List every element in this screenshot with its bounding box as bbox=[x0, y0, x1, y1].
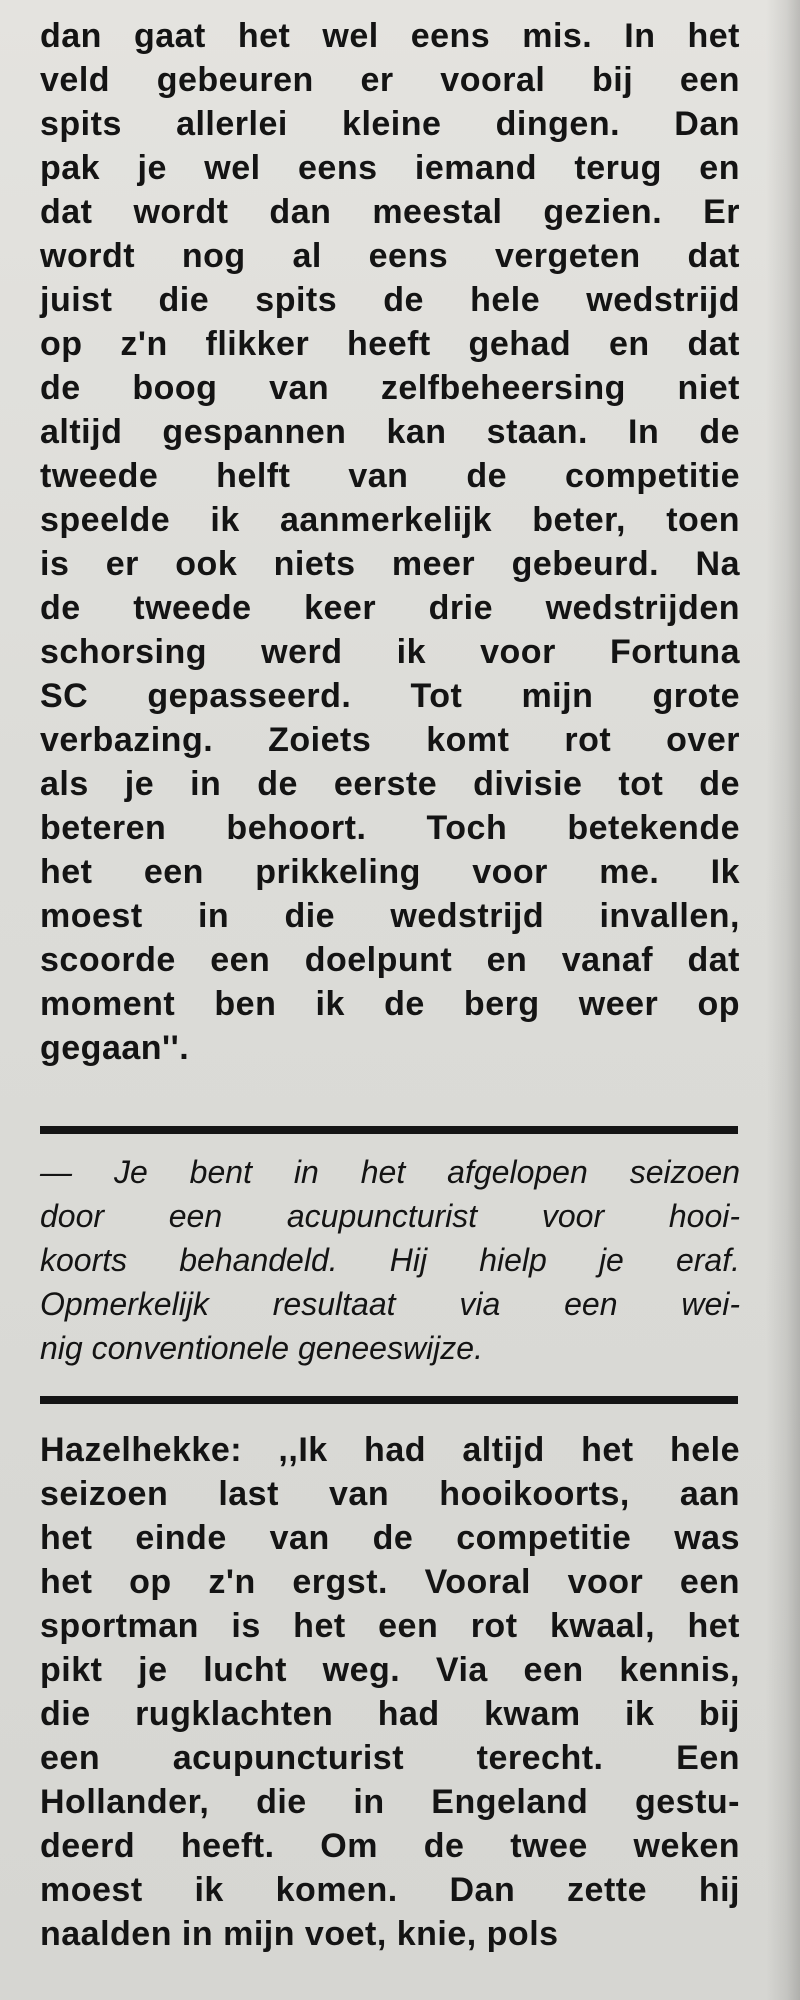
answer-line: sportman is het een rot kwaal, het bbox=[40, 1607, 740, 1645]
text-line: pak je wel eens iemand terug en bbox=[40, 149, 740, 187]
article-body-paragraph bbox=[40, 14, 740, 1070]
text-line: beteren behoort. Toch betekende bbox=[40, 809, 740, 847]
text-line: op z'n flikker heeft gehad en dat bbox=[40, 325, 740, 363]
text-line: tweede helft van de competitie bbox=[40, 457, 740, 495]
text-line: speelde ik aanmerkelijk beter, toen bbox=[40, 501, 740, 539]
interview-question bbox=[40, 1150, 740, 1370]
text-line: de tweede keer drie wedstrijden bbox=[40, 589, 740, 627]
text-line: spits allerlei kleine dingen. Dan bbox=[40, 105, 740, 143]
answer-line: het einde van de competitie was bbox=[40, 1519, 740, 1557]
question-line: — Je bent in het afgelopen seizoen bbox=[40, 1154, 740, 1190]
text-line: dat wordt dan meestal gezien. Er bbox=[40, 193, 740, 231]
answer-line: Hollander, die in Engeland gestu- bbox=[40, 1783, 740, 1821]
text-line: altijd gespannen kan staan. In de bbox=[40, 413, 740, 451]
answer-line: een acupuncturist terecht. Een bbox=[40, 1739, 740, 1777]
text-line: scoorde een doelpunt en vanaf dat bbox=[40, 941, 740, 979]
text-line: moment ben ik de berg weer op bbox=[40, 985, 740, 1023]
answer-line: pikt je lucht weg. Via een kennis, bbox=[40, 1651, 740, 1689]
answer-line: die rugklachten had kwam ik bij bbox=[40, 1695, 740, 1733]
text-line: schorsing werd ik voor Fortuna bbox=[40, 633, 740, 671]
text-line: dan gaat het wel eens mis. In het bbox=[40, 17, 740, 55]
text-line: is er ook niets meer gebeurd. Na bbox=[40, 545, 740, 583]
divider-rule-bottom bbox=[40, 1396, 738, 1404]
text-line: wordt nog al eens vergeten dat bbox=[40, 237, 740, 275]
page-edge-shadow bbox=[766, 0, 800, 2000]
answer-line: seizoen last van hooikoorts, aan bbox=[40, 1475, 740, 1513]
text-line: veld gebeuren er vooral bij een bbox=[40, 61, 740, 99]
answer-line: naalden in mijn voet, knie, pols bbox=[40, 1915, 559, 1953]
question-line: koorts behandeld. Hij hielp je eraf. bbox=[40, 1242, 740, 1278]
interview-answer bbox=[40, 1428, 740, 1956]
answer-line: Hazelhekke: ,,Ik had altijd het hele bbox=[40, 1431, 740, 1469]
text-line: SC gepasseerd. Tot mijn grote bbox=[40, 677, 740, 715]
answer-line: moest ik komen. Dan zette hij bbox=[40, 1871, 740, 1909]
answer-line: deerd heeft. Om de twee weken bbox=[40, 1827, 740, 1865]
divider-rule-top bbox=[40, 1126, 738, 1134]
question-line: door een acupuncturist voor hooi- bbox=[40, 1198, 740, 1234]
text-line: het een prikkeling voor me. Ik bbox=[40, 853, 740, 891]
text-line: als je in de eerste divisie tot de bbox=[40, 765, 740, 803]
text-line: gegaan''. bbox=[40, 1029, 190, 1067]
text-line: juist die spits de hele wedstrijd bbox=[40, 281, 740, 319]
answer-line: het op z'n ergst. Vooral voor een bbox=[40, 1563, 740, 1601]
text-line: verbazing. Zoiets komt rot over bbox=[40, 721, 740, 759]
question-line: Opmerkelijk resultaat via een wei- bbox=[40, 1286, 740, 1322]
question-line: nig conventionele geneeswijze. bbox=[40, 1330, 483, 1366]
text-line: de boog van zelfbeheersing niet bbox=[40, 369, 740, 407]
text-line: moest in die wedstrijd invallen, bbox=[40, 897, 740, 935]
